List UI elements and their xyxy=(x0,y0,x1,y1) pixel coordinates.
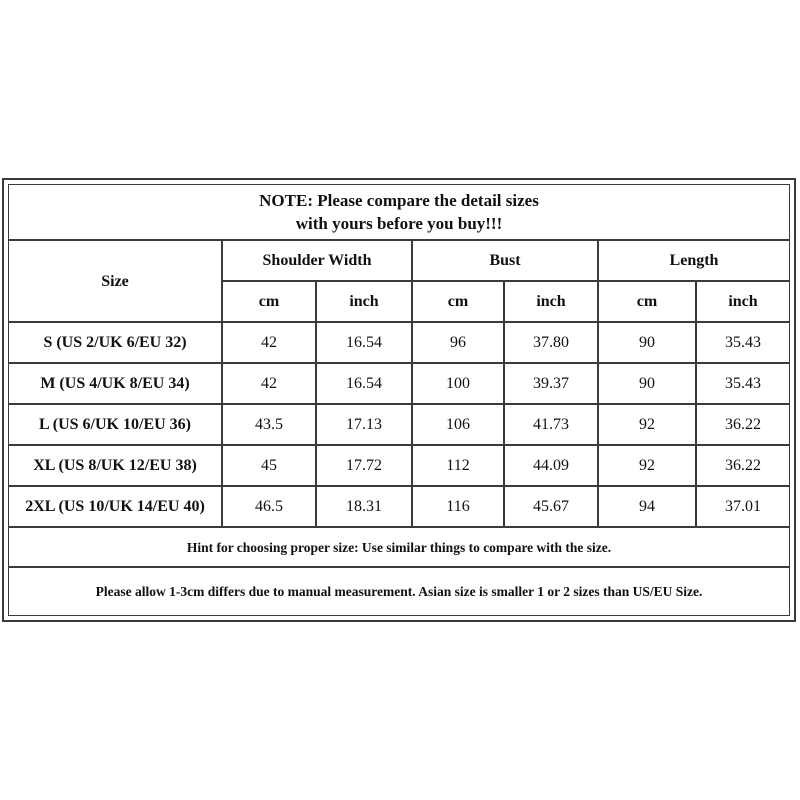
value-cell: 44.09 xyxy=(504,445,598,486)
value-cell: 112 xyxy=(412,445,504,486)
value-cell: 16.54 xyxy=(316,322,412,363)
header-size: Size xyxy=(8,240,222,322)
header-bust: Bust xyxy=(412,240,598,281)
unit-inch-shoulder: inch xyxy=(316,281,412,322)
header-length: Length xyxy=(598,240,790,281)
value-cell: 35.43 xyxy=(696,322,790,363)
value-cell: 45.67 xyxy=(504,486,598,527)
row-size-label: 2XL (US 10/UK 14/EU 40) xyxy=(8,486,222,527)
note-cell xyxy=(8,184,790,240)
unit-cm-bust: cm xyxy=(412,281,504,322)
value-cell: 18.31 xyxy=(316,486,412,527)
value-cell: 37.80 xyxy=(504,322,598,363)
unit-inch-bust: inch xyxy=(504,281,598,322)
hint-text: Hint for choosing proper size: Use similar things to compare with the size. xyxy=(8,527,790,567)
value-cell: 116 xyxy=(412,486,504,527)
value-cell: 46.5 xyxy=(222,486,316,527)
unit-inch-length: inch xyxy=(696,281,790,322)
allowance-text: Please allow 1-3cm differs due to manual measurement. Asian size is smaller 1 or 2 sizes than US/EU Size. xyxy=(8,567,790,616)
row-size-label: S (US 2/UK 6/EU 32) xyxy=(8,322,222,363)
value-cell: 35.43 xyxy=(696,363,790,404)
value-cell: 92 xyxy=(598,445,696,486)
value-cell: 16.54 xyxy=(316,363,412,404)
unit-cm-shoulder: cm xyxy=(222,281,316,322)
value-cell: 90 xyxy=(598,363,696,404)
value-cell: 94 xyxy=(598,486,696,527)
value-cell: 90 xyxy=(598,322,696,363)
value-cell: 17.13 xyxy=(316,404,412,445)
value-cell: 37.01 xyxy=(696,486,790,527)
value-cell: 36.22 xyxy=(696,404,790,445)
value-cell: 42 xyxy=(222,322,316,363)
row-size-label: L (US 6/UK 10/EU 36) xyxy=(8,404,222,445)
value-cell: 92 xyxy=(598,404,696,445)
value-cell: 42 xyxy=(222,363,316,404)
note-line-1: NOTE: Please compare the detail sizes xyxy=(259,191,539,210)
header-shoulder-width: Shoulder Width xyxy=(222,240,412,281)
unit-cm-length: cm xyxy=(598,281,696,322)
value-cell: 36.22 xyxy=(696,445,790,486)
value-cell: 43.5 xyxy=(222,404,316,445)
value-cell: 100 xyxy=(412,363,504,404)
size-chart-table xyxy=(2,178,796,622)
value-cell: 41.73 xyxy=(504,404,598,445)
value-cell: 45 xyxy=(222,445,316,486)
value-cell: 39.37 xyxy=(504,363,598,404)
row-size-label: XL (US 8/UK 12/EU 38) xyxy=(8,445,222,486)
value-cell: 96 xyxy=(412,322,504,363)
note-line-2: with yours before you buy!!! xyxy=(295,214,503,233)
value-cell: 106 xyxy=(412,404,504,445)
row-size-label: M (US 4/UK 8/EU 34) xyxy=(8,363,222,404)
value-cell: 17.72 xyxy=(316,445,412,486)
